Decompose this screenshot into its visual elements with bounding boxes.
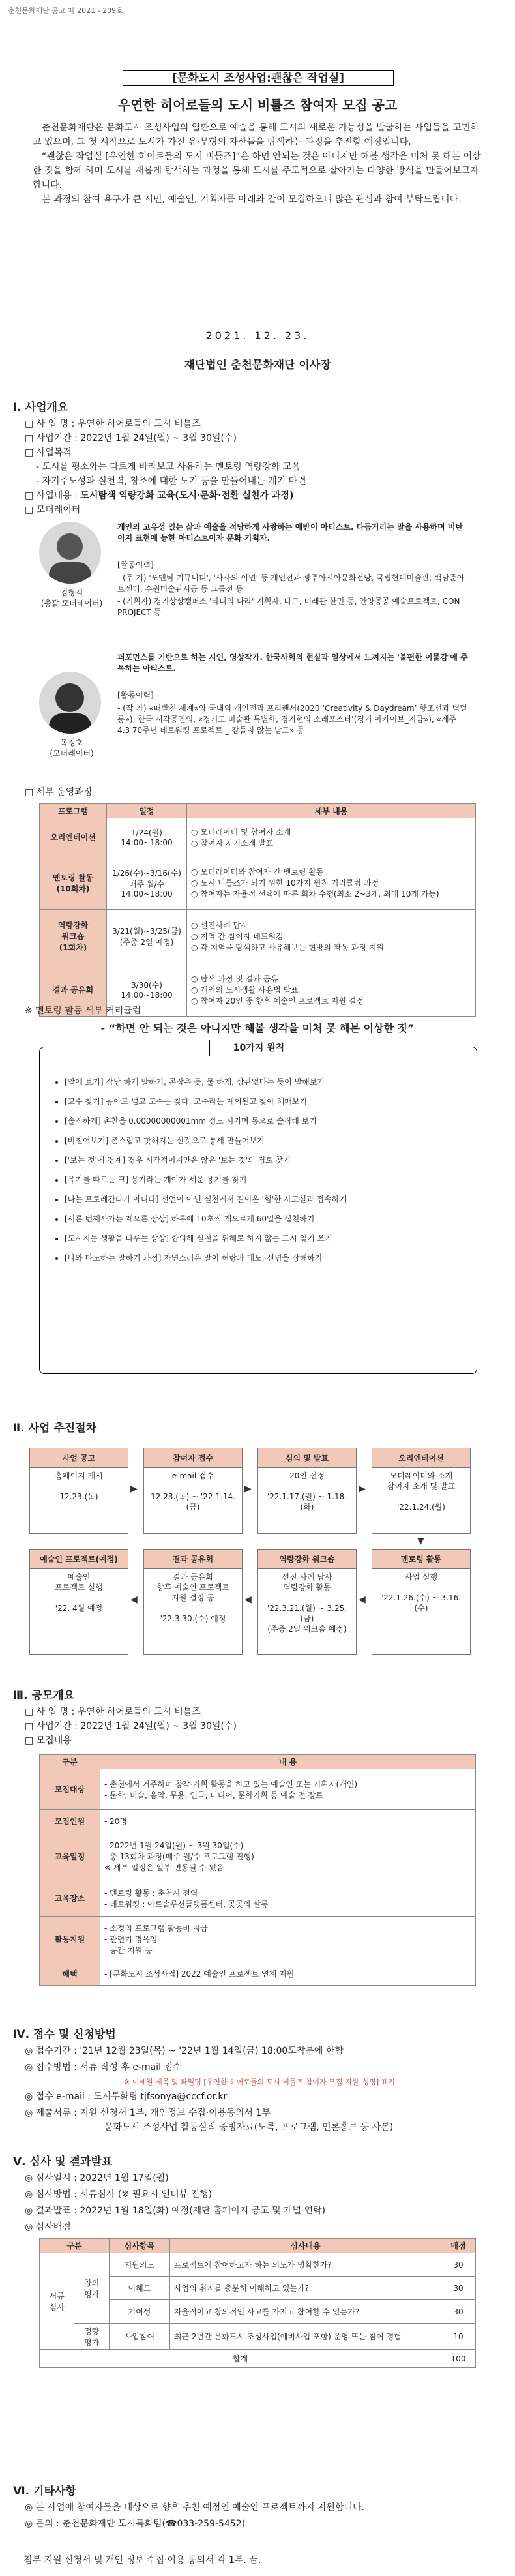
item-cell: 지원의도	[109, 2253, 169, 2277]
notice-number: 춘천문화재단 공고 제 2021 - 209호	[8, 7, 123, 15]
schedule-cell: 3/21(월)~3/25(금) (주중 2일 예정)	[107, 910, 187, 963]
list-item: • [알에 보기] 작당 하게 말하기, 곤잡은 듯, 물 하게, 상관없다는 듯이 말해보기	[65, 1072, 467, 1092]
mentor-photo	[39, 672, 101, 734]
project-content	[25, 489, 494, 502]
column-header: 세부 내용	[187, 804, 476, 818]
content-value: 도시탐색 역량강화 교육(도시·문화·전환 실천가 과정)	[80, 490, 294, 501]
section-heading: Ⅵ. 기타사항	[13, 2485, 76, 2498]
apply-note: ※ 이메일 제목 및 파일명 [우연한 히어로들의 도시 비틀즈 참여자 모집 지원_성명] 표기	[124, 2078, 395, 2086]
process-step	[143, 1448, 243, 1534]
group-cell: 서류 심사	[40, 2253, 74, 2350]
column-header: 심사항목	[109, 2239, 169, 2253]
table-row	[40, 1962, 476, 1986]
step-body: e-mail 접수 12.23.(목) ~ '22.1.14.(금)	[151, 1471, 235, 1512]
mentor-activity: - (주 기) '포맨틱 커뮤니티', '사사의 이면' 등 개인전과 광주아시아문화전당, 국립현대미술관, 백남준아트센터, 수원미술관시공 등 그룹전 등	[117, 573, 465, 593]
row-label: 활동지원	[40, 1917, 100, 1962]
section-heading: Ⅱ. 사업 추진절차	[13, 1422, 97, 1435]
schedule-cell: 1/26(수)~3/16(수) 매주 월/수 14:00~18:00	[107, 856, 187, 910]
announce-date: 2021. 12. 23.	[205, 329, 310, 342]
mentor-card	[39, 522, 482, 646]
content-cell: 사업의 취지를 충분히 이해하고 있는가?	[169, 2277, 441, 2300]
step-body: 사업 실행 '22.1.26.(수) ~ 3.16.(수)	[381, 1572, 462, 1613]
column-header: 구분	[40, 2239, 110, 2253]
intro-paragraph: 본 과정의 참여 욕구가 큰 시민, 예술인, 기획자를 아래와 같이 모집하오니 많은 관심과 참여 부탁드립니다.	[42, 194, 462, 205]
list-item: • [도시지는 생활을 다루는 상상] 합의해 실천을 위해로 하지 않는 도시 잊기 쓰기	[65, 1229, 467, 1248]
score-cell: 30	[441, 2277, 476, 2300]
content-cell: 프로젝트에 참여하고자 하는 의도가 명확한가?	[169, 2253, 441, 2277]
table-row	[40, 1880, 476, 1917]
table-row	[40, 818, 476, 856]
table-row	[40, 2253, 476, 2277]
step-body: 홈페이지 게시 12.23.(목)	[55, 1471, 103, 1501]
section-heading: Ⅰ. 사업개요	[13, 401, 68, 414]
table-row	[40, 2324, 476, 2350]
review-date: ◎ 심사일시 : 2022년 1월 17일(월)	[25, 2173, 169, 2183]
mentor-headline: 퍼포먼스를 기반으로 하는 시인, 영상작가. 한국사회의 현실과 일상에서 느껴지는 '불편한 이물감'에 주목하는 아티스트.	[117, 653, 468, 673]
project-name: □ 사 업 명 : 우연한 히어로들의 도시 비틀즈	[25, 1707, 201, 1717]
row-label: 모집대상	[40, 1769, 100, 1810]
list-item: • [솔직하게] 촌찬을 0.00000000001mm 정도 시키며 동으로 솔직해 보기	[65, 1111, 467, 1131]
section-heading: Ⅳ. 접수 및 신청방법	[13, 2028, 116, 2041]
arrow-right-icon: ▶	[244, 1484, 252, 1494]
mentor-heading: □ 모더레이터	[25, 505, 81, 515]
process-step	[258, 1549, 357, 1655]
intro-paragraph: 춘천문화재단은 문화도시 조성사업의 일환으로 예술을 통해 도시의 새로운 가능성을 발굴하는 사업들을 고민하고 있으며, 그 첫 시작으로 도시가 가진 유·무형의 자산들을 탐색하는 과정을 추진할 예정입니다.	[33, 123, 480, 147]
content-label: □ 사업내용 :	[25, 490, 81, 501]
column-header: 일정	[107, 804, 187, 818]
score-table	[39, 2238, 476, 2368]
curriculum-quote: - “하면 안 되는 것은 아니지만 해볼 생각을 미처 못 해본 이상한 짓”	[100, 1022, 415, 1034]
list-item: • [유기를 따르는 크] 용기라는 개야가 세운 용기를 찾기	[65, 1170, 467, 1190]
column-header: 프로그램	[40, 804, 107, 818]
table-row	[40, 856, 476, 910]
process-step	[372, 1549, 471, 1655]
step-title: 오리엔테이션	[372, 1448, 470, 1468]
step-body: 선진 사례 답사 역량강화 활동 '22.3.21.(월) ~ 3.25.(금) (주중 2일 워크숍 예정)	[267, 1572, 347, 1634]
row-value: - 춘천에서 거주하며 창작·기획 활동을 하고 있는 예술인 또는 기획자(개인) - 문학, 미술, 음악, 무용, 연극, 미디어, 문화기획 등 예술 전 장르	[100, 1769, 476, 1810]
sub-group-cell: 정량 평가	[74, 2324, 109, 2350]
content-cell: 자율적이고 창의적인 사고를 가지고 참여할 수 있는가?	[169, 2300, 441, 2324]
step-body: 예술인 프로젝트 실행 '22. 4월 예정	[55, 1572, 103, 1613]
column-header: 배점	[441, 2239, 476, 2253]
mentor-headline: 개인의 고유성 있는 삶과 예술을 적당하게 사랑하는 애반이 아티스트. 다듬거리는 말을 사용하며 비탄이지 표현에 능한 아티스트이자 문화 기획자.	[117, 522, 463, 543]
page-title: 우연한 히어로들의 도시 비틀즈 참여자 모집 공고	[117, 97, 398, 113]
list-item: • [나와 다도하는 말하기 과정] 자연스러운 말이 허랑과 태도, 신념을 장해하기	[65, 1248, 467, 1268]
apply-method: ◎ 접수방법 : 서류 작성 후 e-mail 접수	[25, 2062, 182, 2073]
mentor-activity-heading: [활동이력]	[117, 691, 154, 700]
row-label: 교육장소	[40, 1880, 100, 1917]
row-value: - [문화도시 조성사업] 2022 예술인 프로젝트 연계 지원	[100, 1962, 476, 1986]
step-title: 역량강화 워크숍	[258, 1550, 356, 1569]
mentor-role: (총괄 모더레이터)	[40, 599, 103, 608]
table-row	[40, 1917, 476, 1962]
list-item: • [서른 번째사가는 계으른 상상] 하루에 10초씩 게으르게 60일을 실천하기	[65, 1209, 467, 1229]
row-value: - 20명	[100, 1810, 476, 1833]
process-step	[372, 1448, 471, 1534]
attachment-note: 첨부 지원 신청서 및 개인 정보 수집·이용 동의서 각 1부. 끝.	[23, 2555, 261, 2566]
purpose-heading: □ 사업목적	[25, 447, 72, 458]
section-heading: Ⅲ. 공모개요	[13, 1689, 75, 1702]
step-title: 예술인 프로젝트(예정)	[30, 1550, 128, 1569]
mentor-photo	[39, 522, 101, 584]
project-name: □ 사 업 명 : 우연한 히어로들의 도시 비틀즈	[25, 419, 201, 429]
detail-cell: ○ 선진사례 답사 ○ 지역 간 참여자 네트워킹 ○ 각 지역을 탐색하고 사유해보는 현방의 활동 과정 지원	[187, 910, 476, 963]
principles-list	[53, 1072, 467, 1268]
arrow-left-icon: ◀	[130, 1595, 138, 1605]
process-step	[258, 1448, 357, 1534]
arrow-left-icon: ◀	[359, 1595, 366, 1605]
intro-paragraph: “괜찮은 작업실 [우연한 히어로들의 도시 비틀즈]”은 하면 안되는 것은 아니지만 해볼 생각을 미처 못 해본 이상한 짓을 함께 하며 도시를 새롭게 탐색하는 과정을 통해 도시를 주도적으로 살아가는 다양한 방식을 만들어보고자 합니다.	[33, 151, 481, 190]
schedule-cell: 1/24(월) 14:00~18:00	[107, 818, 187, 856]
project-period: □ 사업기간 : 2022년 1월 24일(월) ~ 3월 30일(수)	[25, 433, 237, 443]
list-item: • [고수 찾기] 동아로 넘고 고수는 찾다. 고수라는 계회된고 찾아 헤매보기	[65, 1092, 467, 1111]
mentor-card	[39, 652, 482, 783]
table-row	[40, 1833, 476, 1880]
intro	[33, 121, 482, 207]
plan-table	[39, 803, 476, 1017]
arrow-left-icon: ◀	[244, 1595, 252, 1605]
program-cell: 역량강화 워크숍 (1회차)	[40, 910, 107, 963]
table-row	[40, 910, 476, 963]
row-label: 모집인원	[40, 1810, 100, 1833]
column-header: 심사내용	[169, 2239, 441, 2253]
program-cell: 멘토링 활동 (10회차)	[40, 856, 107, 910]
item-cell: 사업참여	[109, 2324, 169, 2350]
result-announce: ◎ 결과발표 : 2022년 1월 18일(화) 예정(재단 홈페이지 공고 및 개별 연락)	[25, 2206, 326, 2216]
etc-item: ◎ 본 사업에 참여자들을 대상으로 향후 추천 예정인 예술인 프로젝트까지 지원합니다.	[25, 2502, 364, 2513]
step-body: 20인 선정 '22.1.17.(월) ~ 1.18.(화)	[267, 1471, 347, 1512]
row-value: - 소정의 프로그램 활동비 지급 - 관련기 명목임 - 공간 지원 등	[100, 1917, 476, 1962]
arrow-right-icon: ▶	[359, 1484, 366, 1494]
detail-cell: ○ 모더레이터 및 참여자 소개 ○ 참여자 자기소개 발표	[187, 818, 476, 856]
section-heading: Ⅴ. 심사 및 결과발표	[13, 2155, 113, 2168]
mentor-activity: - (작 가) «떠받친 세계»와 국내외 개인전과 프리랜서(2020 ‘Creativity & Daydream’ 항조선과 벽덜롱»), 한국 시각공연의, «경기도 미술관 특별화, 경기현의 소래포스터’(경기 아카이브_지금»), «제주 4.3 70주년 네트워킹 프로젝트 _ 잠들지 않는 남도» 등	[117, 704, 467, 735]
plan-heading: □ 세부 운영과정	[25, 787, 93, 798]
apply-documents-extra: 문화도시 조성사업 활동실적 증빙자료(도록, 프로그램, 언론홍보 등 사본)	[104, 2122, 394, 2133]
total-label: 합계	[40, 2350, 441, 2368]
sub-group-cell: 창의 평가	[74, 2253, 109, 2324]
score-heading: ◎ 심사배점	[25, 2222, 71, 2232]
apply-email: ◎ 접수 e-mail : 도시투화팀 tjfsonya@cccf.or.kr	[25, 2091, 228, 2102]
process-step	[29, 1549, 128, 1655]
recruit-heading: □ 모집내용	[25, 1735, 72, 1746]
mentor-name: 목정호	[60, 738, 83, 747]
step-title: 심의 및 발표	[258, 1448, 356, 1468]
table-row	[40, 2350, 476, 2368]
mentor-activity: - (기획자) 경기상상캠퍼스 '타니의 나라' 기획자, 다그, 미래관 한민 등, 안양공공 예술프로젝트, CON PROJECT 등	[117, 597, 460, 617]
program-cell: 결과 공유회	[40, 963, 107, 1017]
contact-info: ◎ 문의 : 춘천문화재단 도시특화팀(☎033-259-5452)	[25, 2519, 246, 2529]
review-method: ◎ 심사방법 : 서류심사 (※ 필요시 인터뷰 진행)	[25, 2189, 213, 2200]
schedule-cell: 3/30(수) 14:00~18:00	[107, 963, 187, 1017]
row-value: - 멘토링 활동 : 춘천시 전역 - 네트워킹 : 아트솔루션플랫폼센터, 곳곳의 살롱	[100, 1880, 476, 1917]
recruit-table	[39, 1754, 476, 1986]
curriculum-note: ※ 멘토링 활동 세부 커리큘럼	[25, 1006, 141, 1016]
column-header: 구분	[40, 1755, 100, 1769]
arrow-down-icon: ▼	[417, 1536, 424, 1546]
total-value: 100	[441, 2350, 476, 2368]
row-label: 교육일정	[40, 1833, 100, 1880]
score-cell: 30	[441, 2300, 476, 2324]
table-row	[40, 1769, 476, 1810]
purpose-item: - 도시를 평소와는 다르게 바라보고 사유하는 멘토링 역량강화 교육	[36, 462, 301, 472]
process-step	[143, 1549, 243, 1655]
detail-cell: ○ 모더레이터와 참여자 간 멘토링 활동 ○ 도시 비틀즈가 되기 위한 10가지 원칙 커리큘럼 과정 ○ 참여자는 자율적 선택에 따른 회차 수행(최소 2~3개, 최대 10개 가능)	[187, 856, 476, 910]
detail-cell: ○ 탐색 과정 및 결과 공유 ○ 개인의 도시생활 사용법 발표 ○ 참여자 20인 중 향후 예술인 프로젝트 지원 결정	[187, 963, 476, 1017]
mentor-activity-heading: [활동이력]	[117, 560, 154, 569]
row-value: - 2022년 1월 24일(월) ~ 3월 30일(수) - 총 13회차 과정(매주 월/수 프로그램 진행) ※ 세부 일정은 일부 변동될 수 있음	[100, 1833, 476, 1880]
mentor-name: 김형식	[60, 588, 83, 597]
step-title: 사업 공고	[30, 1448, 128, 1468]
process-step	[29, 1448, 128, 1534]
list-item: • ['보는 것'에 경계] 경우 시각적이지만은 않은 '보는 것'의 경로 찾기	[65, 1150, 467, 1170]
item-cell: 이해도	[109, 2277, 169, 2300]
apply-documents: ◎ 제출서류 : 지원 신청서 1부, 개인정보 수집·이용동의서 1부	[25, 2108, 271, 2118]
content-cell: 최근 2년간 문화도시 조성사업(예비사업 포함) 운영 또는 참여 경험	[169, 2324, 441, 2350]
program-cell: 오리엔테이션	[40, 818, 107, 856]
step-title: 결과 공유회	[144, 1550, 242, 1569]
step-title: 참여자 접수	[144, 1448, 242, 1468]
score-cell: 30	[441, 2253, 476, 2277]
purpose-item: - 자기주도성과 실천력, 창조에 대한 도기 등을 만들어내는 계기 마련	[36, 476, 306, 487]
subtitle-box: [문화도시 조성사업:괜찮은 작업실]	[123, 70, 394, 86]
step-body: 결과 공유회 향후 예술인 프로젝트 지원 결정 등 '22.3.30.(수) 예정	[156, 1572, 229, 1623]
table-row	[40, 1810, 476, 1833]
principles-title: 10가지 원칙	[209, 1040, 308, 1056]
step-body: 모더레이터와 소개 참여자 소개 및 발표 '22.1.24.(월)	[387, 1471, 456, 1512]
list-item: • [나는 프로레간다가 아니다] 선언이 아닌 실천에서 길이온 '힘'한 사고실과 접속하기	[65, 1190, 467, 1209]
apply-period: ◎ 접수기간 : '21년 12월 23일(목) ~ '22년 1월 14일(금) 18:00도착분에 한함	[25, 2046, 344, 2056]
mentor-role: (모더레이터)	[50, 749, 94, 758]
step-title: 멘토링 활동	[372, 1550, 470, 1569]
signature: 재단법인 춘천문화재단 이사장	[184, 359, 331, 372]
score-cell: 10	[441, 2324, 476, 2350]
row-label: 혜택	[40, 1962, 100, 1986]
arrow-right-icon: ▶	[130, 1484, 138, 1494]
item-cell: 기여성	[109, 2300, 169, 2324]
list-item: • [비철어보기] 촌스럽고 핫해지는 신것으로 통세 만들어보기	[65, 1131, 467, 1150]
column-header: 내 용	[100, 1755, 476, 1769]
principles-box	[39, 1043, 477, 1374]
project-period: □ 사업기간 : 2022년 1월 24일(월) ~ 3월 30일(수)	[25, 1721, 237, 1731]
